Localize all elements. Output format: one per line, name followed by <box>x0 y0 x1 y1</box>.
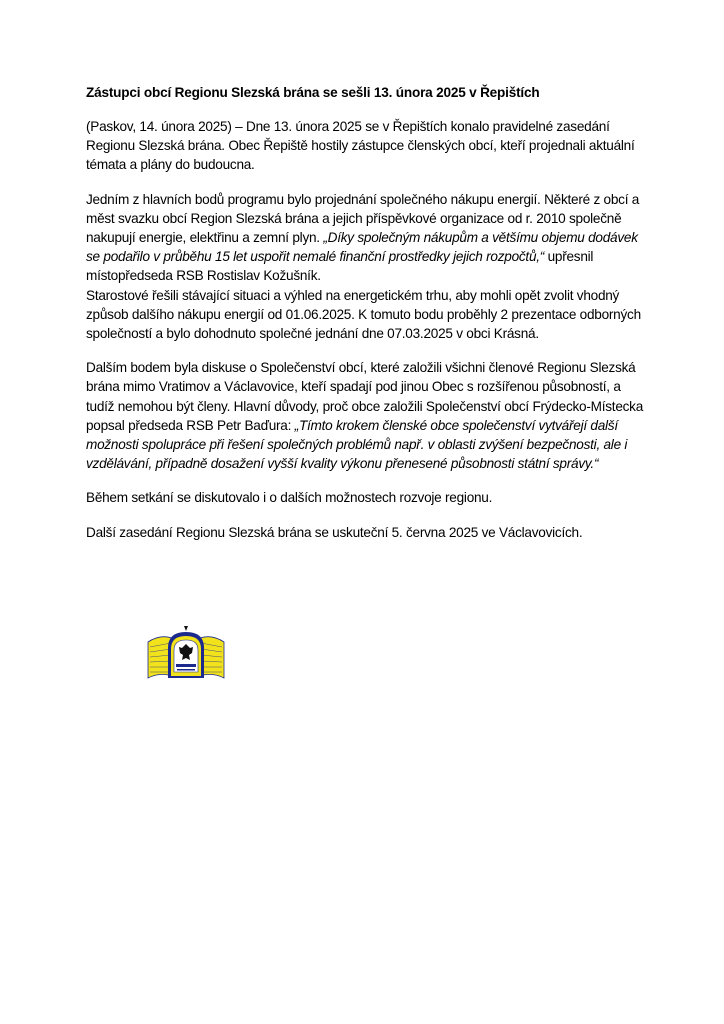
article-title: Zástupci obcí Regionu Slezská brána se sešli 13. února 2025 v Řepištích <box>86 85 540 100</box>
logo-arch <box>168 626 204 678</box>
paragraph-energy-text: Jedním z hlavních bodů programu bylo projednání společného nákupu energií. Některé z obcí a měst svazku obcí Region Slezská brána a jejich příspěvkové organizace od r. 2010 společně nakupují energie, elektřinu a zemní plyn. <box>86 191 640 246</box>
paragraph-next-meeting: Další zasedání Regionu Slezská brána se uskuteční 5. června 2025 ve Václavovicích. <box>86 524 583 540</box>
paragraph-intro: (Paskov, 14. února 2025) – Dne 13. února 2025 se v Řepištích konalo pravidelné zasedání Regionu Slezská brána. Obec Řepiště hostily zástupce členských obcí, kteří projednali aktuální témata a plány do budoucna. <box>86 119 635 173</box>
quote-kozusnik: „Díky společným nákupům a většímu objemu dodávek se podařilo v průběhu 15 let uspořit nemalé finanční prostředky jejich rozpočtů,“ <box>86 230 638 265</box>
quote-badura: „Tímto krokem členské obce společenství vytvářejí další možnosti spolupráce při řešení společných problémů např. v oblasti zvýšení bezpečnosti, ale i vzdělávání, případně dosažení vyšší kvality výkonu přenesené působnosti státní správy.“ <box>86 417 628 472</box>
paragraph-development: Během setkání se diskutovalo i o dalších možnostech rozvoje regionu. <box>86 490 493 506</box>
paragraph-community <box>86 358 646 473</box>
paragraph-energy <box>86 190 646 286</box>
paragraph-community-text: Dalším bodem byla diskuse o Společenství obcí, které založili všichni členové Regionu Slezská brána mimo Vratimov a Václavovice, kteří spadají pod jinou Obec s rozšířenou působností, a tudíž nemohou být členy. Hlavní důvody, proč obce založili Společenství obcí Frýdecko-Místecka popsal předseda RSB Petr Baďura: <box>86 360 644 433</box>
document-page <box>86 84 646 557</box>
region-logo-icon <box>146 626 226 682</box>
paragraph-market: Starostové řešili stávající situaci a výhled na energetickém trhu, aby mohli opět zvolit vhodný způsob dalšího nákupu energií od 01.06.2025. K tomuto bodu proběhly 2 prezentace odborných společností a bylo dohodnuto společné jednání dne 07.03.2025 v obci Krásná. <box>86 287 641 342</box>
paragraph-energy-attribution: upřesnil místopředseda RSB Rostislav Kožušník. <box>86 249 594 284</box>
